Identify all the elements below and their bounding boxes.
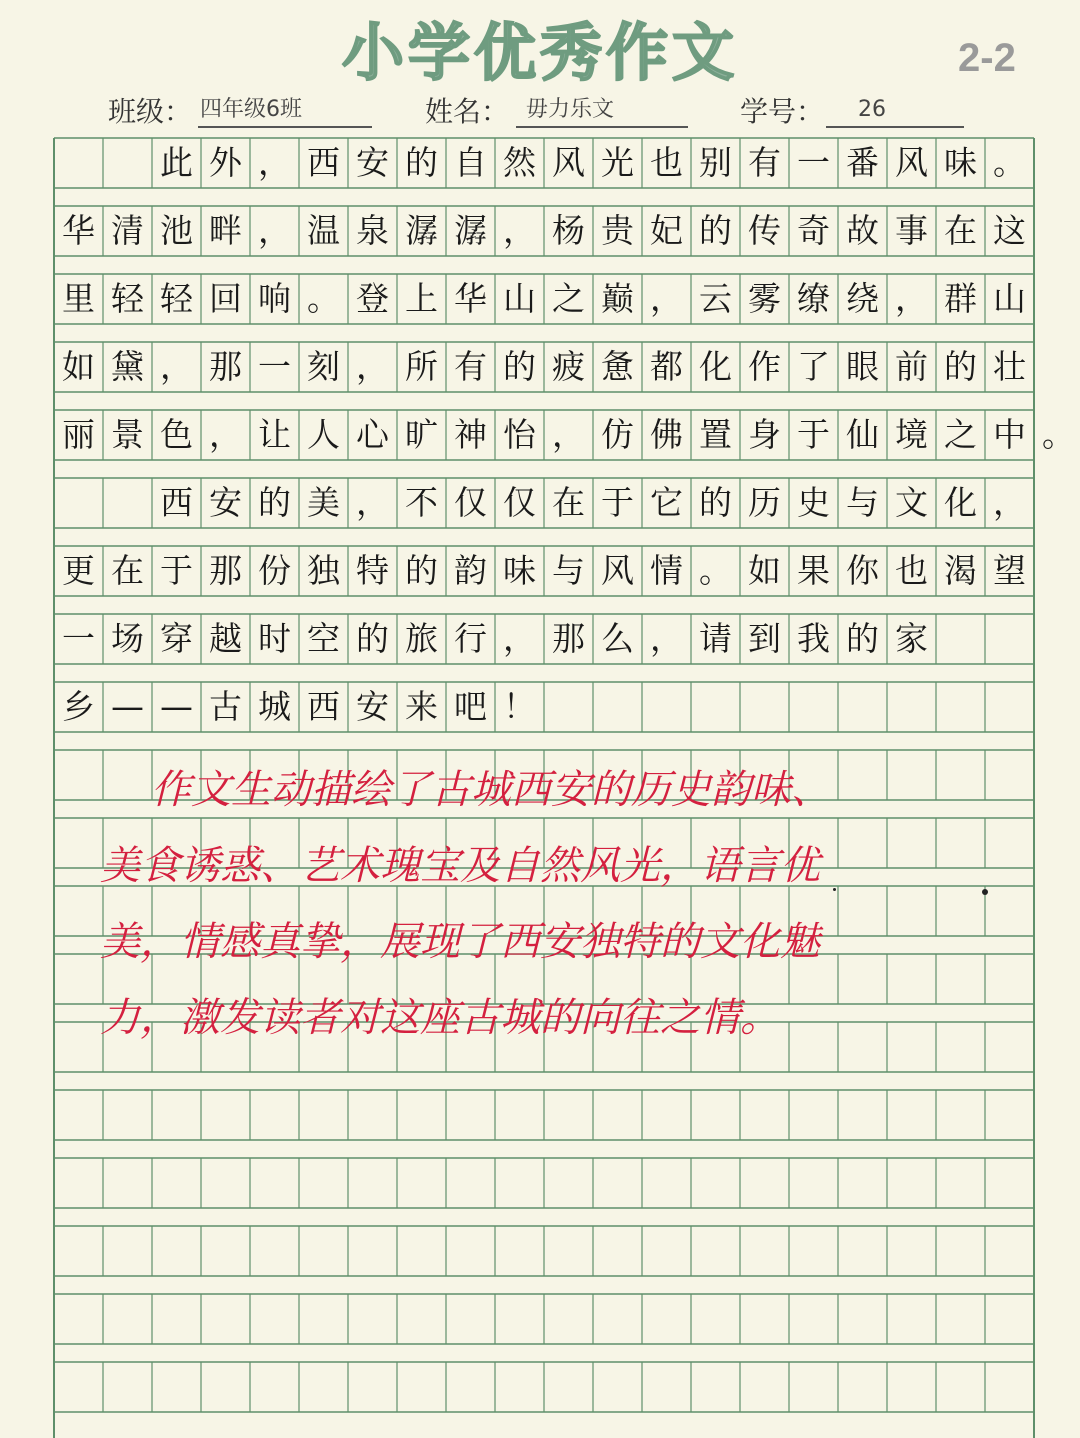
- essay-char: 风: [552, 143, 585, 182]
- essay-char: 。: [993, 143, 1026, 182]
- essay-char: 特: [356, 551, 389, 590]
- teacher-comment-line: 美食诱惑、艺术瑰宝及自然风光，语言优: [100, 843, 820, 889]
- essay-char: 一: [258, 347, 291, 386]
- essay-char: 仅: [454, 483, 487, 522]
- essay-char: 旷: [405, 415, 438, 454]
- essay-char: ！: [503, 687, 536, 726]
- essay-char: 史: [797, 483, 830, 522]
- essay-char: 怡: [503, 415, 536, 454]
- essay-row: [54, 138, 1034, 188]
- essay-char: 缭: [797, 279, 830, 318]
- essay-char: 场: [111, 619, 144, 658]
- essay-char: 那: [552, 619, 585, 658]
- essay-row: [54, 546, 1034, 596]
- essay-char: 安: [356, 687, 389, 726]
- essay-char: 巅: [601, 279, 634, 318]
- essay-char: 奇: [797, 211, 830, 250]
- essay-char: 此: [160, 143, 193, 182]
- teacher-comment-line: 作文生动描绘了古城西安的历史韵味、: [100, 767, 831, 813]
- essay-char: 安: [356, 143, 389, 182]
- essay-char: 雾: [748, 279, 781, 318]
- essay-char: 韵: [454, 551, 487, 590]
- essay-char: 境: [895, 415, 928, 454]
- essay-char: 独: [307, 551, 340, 590]
- essay-char: 你: [846, 551, 879, 590]
- essay-char: 那: [209, 551, 242, 590]
- essay-char: 西: [307, 143, 340, 182]
- essay-char: 传: [748, 211, 781, 250]
- essay-char: 渴: [944, 551, 977, 590]
- essay-char: ，: [650, 279, 683, 318]
- student-id-label: 学号：: [740, 95, 825, 128]
- essay-char: 穿: [160, 619, 193, 658]
- essay-char: 美: [307, 483, 340, 522]
- essay-char: 温: [307, 211, 340, 250]
- essay-char: 的: [503, 347, 536, 386]
- essay-char: 的: [405, 143, 438, 182]
- essay-char: 事: [895, 211, 928, 250]
- essay-char: 的: [944, 347, 977, 386]
- essay-char: 份: [258, 551, 291, 590]
- essay-char: 轻: [160, 279, 193, 318]
- essay-char: 旅: [405, 619, 438, 658]
- essay-char: 眼: [846, 347, 879, 386]
- essay-char: 山: [503, 279, 536, 318]
- essay-char: 。: [307, 279, 340, 318]
- essay-char: 群: [944, 279, 977, 318]
- essay-char: 身: [748, 415, 781, 454]
- essay-char: 疲: [552, 347, 585, 386]
- essay-char: 妃: [650, 211, 683, 250]
- essay-char: 家: [895, 619, 928, 658]
- essay-char: 到: [748, 619, 781, 658]
- essay-char: [54, 138, 103, 188]
- essay-char: 空: [307, 619, 340, 658]
- essay-char: 如: [62, 347, 95, 386]
- essay-char: 外: [209, 143, 242, 182]
- essay-char: 云: [699, 279, 732, 318]
- essay-char: ，: [552, 415, 585, 454]
- essay-char: 佛: [650, 415, 683, 454]
- essay-char: 西: [307, 687, 340, 726]
- essay-char: 中: [993, 415, 1026, 454]
- essay-row: [54, 682, 1034, 732]
- page-title: 小学优秀作文: [341, 16, 738, 89]
- essay-char: 泉: [356, 211, 389, 250]
- essay-char: 仙: [846, 415, 879, 454]
- essay-char: 的: [699, 211, 732, 250]
- essay-char: ，: [258, 211, 291, 250]
- essay-char: 吧: [454, 687, 487, 726]
- name-value: 毋力乐文: [526, 97, 615, 122]
- essay-row: [54, 478, 1034, 528]
- essay-char: ，: [895, 279, 928, 318]
- essay-char: 黛: [111, 347, 144, 386]
- essay-char: 在: [111, 551, 144, 590]
- essay-char: 的: [356, 619, 389, 658]
- essay-char: 心: [356, 415, 389, 454]
- essay-char: ，: [503, 619, 536, 658]
- ink-dot: [833, 888, 836, 891]
- essay-char: 行: [454, 619, 487, 658]
- essay-char: 化: [699, 347, 732, 386]
- essay-char: 一: [62, 619, 95, 658]
- essay-char: 望: [993, 551, 1026, 590]
- essay-char: ，: [160, 347, 193, 386]
- essay-char: 神: [454, 415, 487, 454]
- essay-char: 风: [601, 551, 634, 590]
- essay-char: 这: [993, 211, 1026, 250]
- student-id-value: 26: [858, 97, 886, 122]
- essay-char: 自: [454, 143, 487, 182]
- essay-char: ，: [650, 619, 683, 658]
- essay-char: 登: [356, 279, 389, 318]
- essay-char: 别: [699, 143, 732, 182]
- essay-char: 有: [748, 143, 781, 182]
- essay-char: 杨: [552, 211, 585, 250]
- essay-char: —: [160, 687, 193, 726]
- essay-char: 风: [895, 143, 928, 182]
- essay-char: 味: [503, 551, 536, 590]
- essay-char: 于: [601, 483, 634, 522]
- essay-char: 时: [258, 619, 291, 658]
- essay-char: 与: [846, 483, 879, 522]
- essay-char: 乡: [62, 687, 95, 726]
- essay-char: ，: [503, 211, 536, 250]
- essay-row: [54, 342, 1034, 392]
- essay-char: 来: [405, 687, 438, 726]
- essay-char: 如: [748, 551, 781, 590]
- essay-char: 作: [748, 347, 781, 386]
- essay-char: 惫: [601, 347, 634, 386]
- essay-char: 所: [405, 347, 438, 386]
- essay-char: 安: [209, 483, 242, 522]
- essay-char: 之: [944, 415, 977, 454]
- essay-char: 于: [797, 415, 830, 454]
- essay-char: 让: [258, 415, 291, 454]
- essay-char: 贵: [601, 211, 634, 250]
- essay-char: 畔: [209, 211, 242, 250]
- essay-char: 城: [258, 687, 291, 726]
- essay-char: 那: [209, 347, 242, 386]
- essay-char: 池: [160, 211, 193, 250]
- essay-char: 。: [699, 551, 732, 590]
- essay-char: 味: [944, 143, 977, 182]
- essay-char: 光: [601, 143, 634, 182]
- essay-char: 文: [895, 483, 928, 522]
- essay-char: 上: [405, 279, 438, 318]
- essay-char: 故: [846, 211, 879, 250]
- essay-char: 色: [160, 415, 193, 454]
- essay-char: 化: [944, 483, 977, 522]
- essay-char: 古: [209, 687, 242, 726]
- essay-char: 山: [993, 279, 1026, 318]
- essay-char: [54, 478, 103, 528]
- essay-char: 越: [209, 619, 242, 658]
- essay-char: 番: [846, 143, 879, 182]
- essay-char: 然: [503, 143, 536, 182]
- essay-char: 也: [895, 551, 928, 590]
- essay-char: 也: [650, 143, 683, 182]
- essay-char: 响: [258, 279, 291, 318]
- essay-char: 潺: [454, 211, 487, 250]
- essay-char: —: [111, 687, 144, 726]
- essay-char: 华: [454, 279, 487, 318]
- essay-char: 不: [405, 483, 438, 522]
- essay-row: [54, 410, 1075, 460]
- essay-char: 置: [699, 415, 732, 454]
- essay-char: 清: [111, 211, 144, 250]
- essay-char: 它: [650, 483, 683, 522]
- essay-char: 回: [209, 279, 242, 318]
- essay-char: 人: [307, 415, 340, 454]
- essay-char: 壮: [993, 347, 1026, 386]
- essay-char: 了: [797, 347, 830, 386]
- essay-char: 。: [1042, 415, 1075, 454]
- essay-char: 我: [797, 619, 830, 658]
- essay-char: 前: [895, 347, 928, 386]
- class-label: 班级：: [108, 95, 193, 128]
- essay-char: 于: [160, 551, 193, 590]
- essay-char: ，: [209, 415, 242, 454]
- essay-char: 都: [650, 347, 683, 386]
- essay-row: [54, 206, 1034, 256]
- essay-char: 丽: [62, 415, 95, 454]
- name-label: 姓名：: [425, 95, 510, 128]
- essay-char: 在: [944, 211, 977, 250]
- essay-char: 的: [699, 483, 732, 522]
- teacher-comment-line: 美，情感真挚，展现了西安独特的文化魅: [100, 919, 820, 965]
- essay-char: [103, 478, 152, 528]
- essay-char: 仅: [503, 483, 536, 522]
- essay-char: 历: [748, 483, 781, 522]
- page-number: 2-2: [958, 36, 1016, 80]
- essay-char: 请: [699, 619, 732, 658]
- essay-char: 更: [62, 551, 95, 590]
- essay-char: 情: [650, 551, 683, 590]
- essay-char: [103, 138, 152, 188]
- ink-dot: [982, 889, 988, 895]
- essay-char: 在: [552, 483, 585, 522]
- essay-char: 里: [62, 279, 95, 318]
- essay-char: 华: [62, 211, 95, 250]
- essay-char: 轻: [111, 279, 144, 318]
- essay-char: 之: [552, 279, 585, 318]
- essay-char: 的: [405, 551, 438, 590]
- essay-char: 与: [552, 551, 585, 590]
- essay-row: [54, 274, 1034, 324]
- essay-char: 潺: [405, 211, 438, 250]
- essay-char: ，: [356, 483, 389, 522]
- teacher-comment-line: 力，激发读者对这座古城的向往之情。: [100, 995, 780, 1041]
- essay-char: 景: [111, 415, 144, 454]
- essay-char: 么: [601, 619, 634, 658]
- essay-char: 一: [797, 143, 830, 182]
- essay-char: ，: [993, 483, 1026, 522]
- essay-char: 西: [160, 483, 193, 522]
- class-value: 四年级6班: [200, 97, 302, 122]
- essay-char: ，: [258, 143, 291, 182]
- essay-char: 的: [258, 483, 291, 522]
- essay-char: 的: [846, 619, 879, 658]
- essay-char: 刻: [307, 347, 340, 386]
- essay-char: 绕: [846, 279, 879, 318]
- essay-char: 仿: [601, 415, 634, 454]
- essay-char: ，: [356, 347, 389, 386]
- essay-char: 果: [797, 551, 830, 590]
- essay-char: 有: [454, 347, 487, 386]
- essay-row: [54, 614, 1034, 664]
